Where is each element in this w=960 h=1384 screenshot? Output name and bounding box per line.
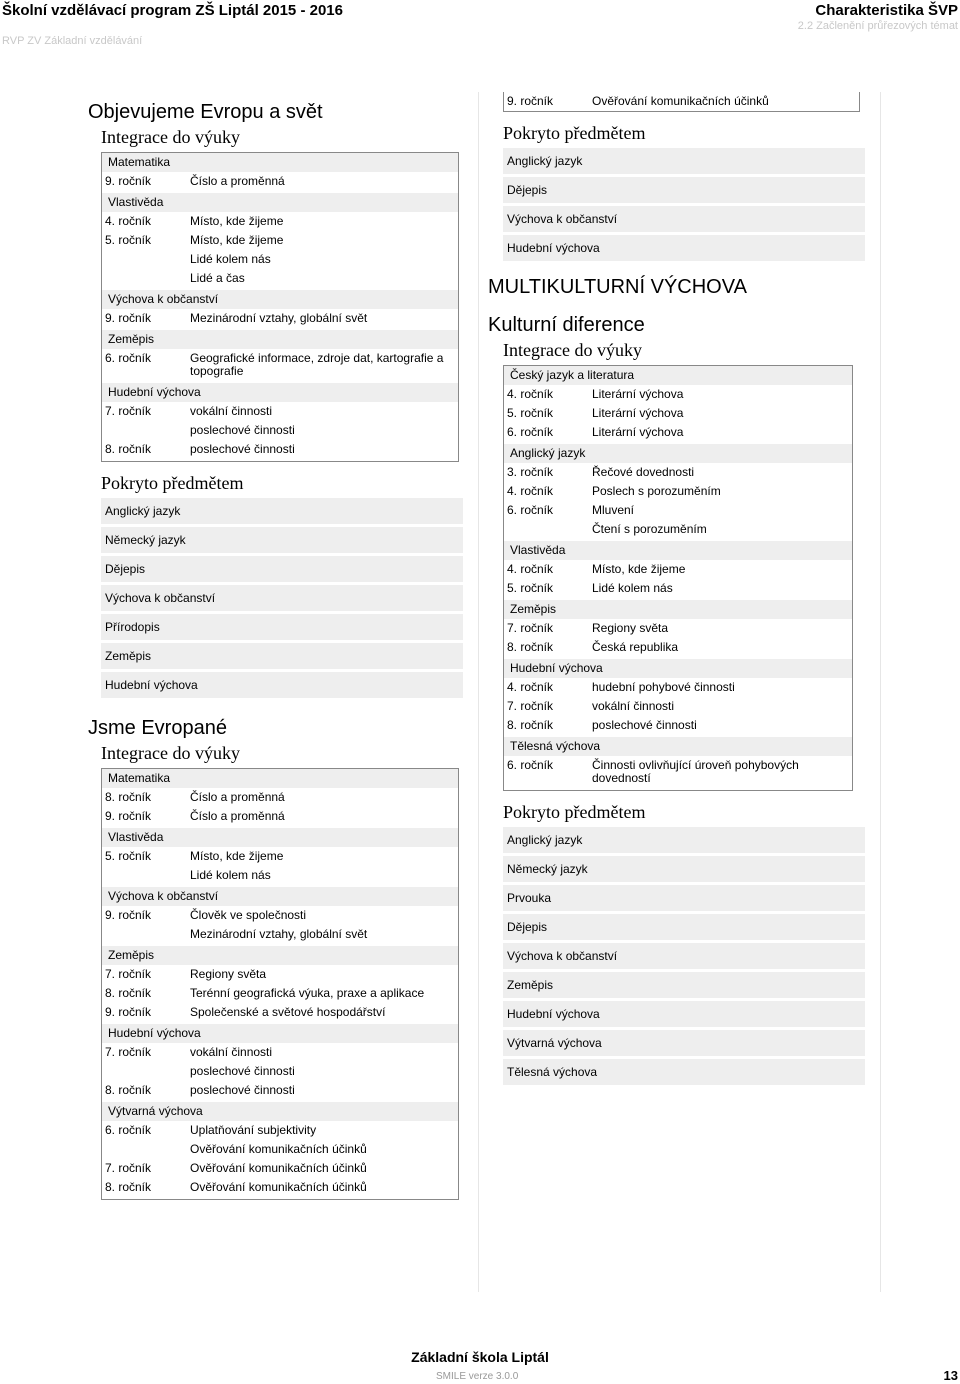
topic-cell: Uplatňování subjektivity bbox=[190, 1123, 317, 1137]
integration-heading: Integrace do výuky bbox=[503, 340, 642, 360]
table-row bbox=[102, 788, 458, 807]
table-row bbox=[102, 965, 458, 984]
grade-cell: 4. ročník bbox=[507, 562, 554, 576]
grade-cell: 9. ročník bbox=[105, 908, 152, 922]
topic-cell: Mezinárodní vztahy, globální svět bbox=[190, 311, 368, 325]
covered-subject: Německý jazyk bbox=[503, 856, 865, 882]
topic-heading: MULTIKULTURNÍ VÝCHOVA bbox=[488, 276, 747, 298]
subject-header: Vlastivěda bbox=[102, 193, 458, 212]
covered-subject: Německý jazyk bbox=[101, 527, 463, 553]
topic-cell: Geografické informace, zdroje dat, kartografie a topografie bbox=[190, 351, 444, 378]
topic-cell: Mezinárodní vztahy, globální svět bbox=[190, 927, 368, 941]
grade-cell: 5. ročník bbox=[105, 233, 152, 247]
table-row bbox=[102, 847, 458, 866]
topic-cell: poslechové činnosti bbox=[190, 1083, 295, 1097]
topic-cell: Ověřování komunikačních účinků bbox=[190, 1180, 367, 1194]
grade-cell bbox=[102, 866, 190, 885]
theme-heading: Jsme Evropané bbox=[88, 717, 227, 739]
table-row bbox=[504, 482, 852, 501]
topic-cell: Lidé a čas bbox=[190, 271, 245, 285]
table-row bbox=[102, 1003, 458, 1022]
table-row bbox=[504, 520, 852, 539]
table-row bbox=[102, 1140, 458, 1159]
grade-cell: 5. ročník bbox=[507, 406, 554, 420]
topic-cell: Lidé kolem nás bbox=[190, 252, 271, 266]
grade-cell: 5. ročník bbox=[105, 849, 152, 863]
theme-heading: Kulturní diference bbox=[488, 314, 645, 336]
covered-subject: Výchova k občanství bbox=[503, 206, 865, 232]
topic-cell: Terénní geografická výuka, praxe a aplikace bbox=[190, 986, 425, 1000]
grade-cell bbox=[102, 421, 190, 440]
grade-cell: 7. ročník bbox=[507, 699, 554, 713]
grade-cell bbox=[102, 925, 190, 944]
topic-cell: Společenské a světové hospodářství bbox=[190, 1005, 386, 1019]
table-row bbox=[504, 619, 852, 638]
topic-cell: Ověřování komunikačních účinků bbox=[592, 94, 769, 108]
subject-header: Matematika bbox=[102, 153, 458, 172]
subject-header: Vlastivěda bbox=[504, 541, 852, 560]
topic-cell: Literární výchova bbox=[592, 406, 684, 420]
covered-list bbox=[488, 827, 873, 1085]
grade-cell: 4. ročník bbox=[507, 680, 554, 694]
table-row bbox=[504, 638, 852, 657]
covered-subject: Dějepis bbox=[503, 177, 865, 203]
table-row bbox=[504, 92, 859, 111]
grade-cell: 6. ročník bbox=[105, 1123, 152, 1137]
grade-cell: 7. ročník bbox=[105, 967, 152, 981]
grade-cell: 8. ročník bbox=[105, 1083, 152, 1097]
table-row bbox=[102, 1178, 458, 1197]
grade-cell bbox=[102, 1140, 190, 1159]
left-column bbox=[88, 92, 468, 1200]
topic-cell: Místo, kde žijeme bbox=[190, 849, 284, 863]
grade-cell: 8. ročník bbox=[105, 1180, 152, 1194]
table-row bbox=[102, 906, 458, 925]
grade-cell: 4. ročník bbox=[507, 484, 554, 498]
table-row bbox=[504, 463, 852, 482]
topic-cell: Řečové dovednosti bbox=[592, 465, 695, 479]
topic-cell: Ověřování komunikačních účinků bbox=[190, 1161, 367, 1175]
table-row bbox=[102, 1121, 458, 1140]
grade-cell: 9. ročník bbox=[507, 94, 554, 108]
topic-cell: Číslo a proměnná bbox=[190, 174, 285, 188]
topic-cell: Místo, kde žijeme bbox=[190, 233, 284, 247]
grade-cell bbox=[102, 250, 190, 269]
table-row bbox=[102, 866, 458, 885]
covered-subject: Tělesná výchova bbox=[503, 1059, 865, 1085]
section-title: Charakteristika ŠVP bbox=[815, 2, 958, 19]
table-row bbox=[504, 385, 852, 404]
table-row bbox=[102, 172, 458, 191]
grade-cell: 4. ročník bbox=[105, 214, 152, 228]
topic-cell: Regiony světa bbox=[592, 621, 669, 635]
table-row bbox=[102, 984, 458, 1003]
section-subtitle: 2.2 Začlenění průřezových témat bbox=[797, 20, 958, 32]
topic-cell: Místo, kde žijeme bbox=[190, 214, 284, 228]
covered-subject: Přírodopis bbox=[101, 614, 463, 640]
topic-cell: Literární výchova bbox=[592, 425, 684, 439]
integration-table bbox=[101, 152, 459, 462]
table-row bbox=[504, 404, 852, 423]
covered-subject: Anglický jazyk bbox=[101, 498, 463, 524]
table-row bbox=[504, 697, 852, 716]
grade-cell: 8. ročník bbox=[105, 442, 152, 456]
subject-header: Výchova k občanství bbox=[102, 887, 458, 906]
covered-heading: Pokryto předmětem bbox=[503, 802, 646, 822]
subject-header: Anglický jazyk bbox=[504, 444, 852, 463]
table-row bbox=[102, 440, 458, 459]
table-row bbox=[102, 1159, 458, 1178]
topic-cell: Lidé kolem nás bbox=[592, 581, 673, 595]
grade-cell: 9. ročník bbox=[105, 311, 152, 325]
table-row bbox=[102, 1081, 458, 1100]
grade-cell bbox=[504, 520, 592, 539]
table-row bbox=[102, 250, 458, 269]
grade-cell bbox=[102, 1062, 190, 1081]
topic-cell: Čtení s porozuměním bbox=[592, 522, 707, 536]
covered-heading: Pokryto předmětem bbox=[101, 473, 244, 493]
topic-cell: poslechové činnosti bbox=[190, 423, 295, 437]
topic-cell: Česká republika bbox=[592, 640, 679, 654]
document-subtitle: RVP ZV Základní vzdělávání bbox=[2, 35, 143, 47]
integration-table bbox=[503, 365, 853, 791]
integration-heading: Integrace do výuky bbox=[101, 127, 240, 147]
grade-cell: 7. ročník bbox=[105, 1045, 152, 1059]
subject-header: Zeměpis bbox=[102, 330, 458, 349]
covered-subject: Výchova k občanství bbox=[503, 943, 865, 969]
table-row bbox=[102, 231, 458, 250]
subject-header: Výtvarná výchova bbox=[102, 1102, 458, 1121]
covered-subject: Anglický jazyk bbox=[503, 148, 865, 174]
topic-cell: vokální činnosti bbox=[592, 699, 675, 713]
grade-cell bbox=[102, 269, 190, 288]
theme-heading: Objevujeme Evropu a svět bbox=[88, 101, 323, 123]
covered-subject: Hudební výchova bbox=[503, 235, 865, 261]
topic-cell: Místo, kde žijeme bbox=[592, 562, 686, 576]
table-row bbox=[102, 402, 458, 421]
covered-heading: Pokryto předmětem bbox=[503, 123, 646, 143]
topic-cell: poslechové činnosti bbox=[592, 718, 697, 732]
topic-cell: Mluvení bbox=[592, 503, 635, 517]
table-row bbox=[102, 421, 458, 440]
topic-cell: Člověk ve společnosti bbox=[190, 908, 307, 922]
grade-cell: 7. ročník bbox=[105, 404, 152, 418]
topic-cell: Číslo a proměnná bbox=[190, 809, 285, 823]
subject-header: Výchova k občanství bbox=[102, 290, 458, 309]
subject-header: Český jazyk a literatura bbox=[504, 366, 852, 385]
integration-heading: Integrace do výuky bbox=[101, 743, 240, 763]
table-row bbox=[504, 678, 852, 697]
grade-cell: 3. ročník bbox=[507, 465, 554, 479]
topic-cell: Lidé kolem nás bbox=[190, 868, 271, 882]
table-row bbox=[102, 309, 458, 328]
grade-cell: 5. ročník bbox=[507, 581, 554, 595]
topic-cell: Regiony světa bbox=[190, 967, 267, 981]
covered-list bbox=[88, 498, 468, 698]
covered-list bbox=[488, 148, 873, 261]
table-row bbox=[504, 560, 852, 579]
subject-header: Zeměpis bbox=[102, 946, 458, 965]
subject-header: Hudební výchova bbox=[102, 383, 458, 402]
subject-header: Tělesná výchova bbox=[504, 737, 852, 756]
table-row bbox=[102, 925, 458, 944]
subject-header: Hudební výchova bbox=[102, 1024, 458, 1043]
topic-cell: poslechové činnosti bbox=[190, 442, 295, 456]
topic-cell: poslechové činnosti bbox=[190, 1064, 295, 1078]
covered-subject: Dějepis bbox=[101, 556, 463, 582]
table-row bbox=[504, 716, 852, 735]
covered-subject: Výtvarná výchova bbox=[503, 1030, 865, 1056]
topic-cell: hudební pohybové činnosti bbox=[592, 680, 735, 694]
grade-cell: 6. ročník bbox=[507, 758, 554, 772]
table-row bbox=[102, 807, 458, 826]
integration-table-continued bbox=[503, 92, 860, 112]
page-number: 13 bbox=[943, 1368, 958, 1383]
topic-cell: vokální činnosti bbox=[190, 404, 273, 418]
integration-table bbox=[101, 768, 459, 1200]
grade-cell: 6. ročník bbox=[507, 503, 554, 517]
grade-cell: 6. ročník bbox=[507, 425, 554, 439]
table-row bbox=[504, 579, 852, 598]
column-divider bbox=[880, 92, 881, 1292]
covered-subject: Hudební výchova bbox=[503, 1001, 865, 1027]
grade-cell: 8. ročník bbox=[105, 790, 152, 804]
covered-subject: Výchova k občanství bbox=[101, 585, 463, 611]
covered-subject: Dějepis bbox=[503, 914, 865, 940]
table-row bbox=[102, 349, 458, 381]
covered-subject: Prvouka bbox=[503, 885, 865, 911]
grade-cell: 7. ročník bbox=[105, 1161, 152, 1175]
covered-subject: Zeměpis bbox=[101, 643, 463, 669]
grade-cell: 9. ročník bbox=[105, 174, 152, 188]
footer-version: SMILE verze 3.0.0 bbox=[436, 1371, 519, 1382]
grade-cell: 8. ročník bbox=[507, 718, 554, 732]
table-row bbox=[504, 501, 852, 520]
grade-cell: 9. ročník bbox=[105, 1005, 152, 1019]
grade-cell: 8. ročník bbox=[105, 986, 152, 1000]
topic-cell: Ověřování komunikačních účinků bbox=[190, 1142, 367, 1156]
topic-cell: vokální činnosti bbox=[190, 1045, 273, 1059]
table-row bbox=[102, 212, 458, 231]
covered-subject: Anglický jazyk bbox=[503, 827, 865, 853]
grade-cell: 8. ročník bbox=[507, 640, 554, 654]
grade-cell: 9. ročník bbox=[105, 809, 152, 823]
topic-cell: Poslech s porozuměním bbox=[592, 484, 721, 498]
topic-cell: Činnosti ovlivňující úroveň pohybových dovedností bbox=[592, 758, 799, 785]
table-row bbox=[504, 423, 852, 442]
subject-header: Hudební výchova bbox=[504, 659, 852, 678]
topic-cell: Číslo a proměnná bbox=[190, 790, 285, 804]
subject-header: Vlastivěda bbox=[102, 828, 458, 847]
covered-subject: Zeměpis bbox=[503, 972, 865, 998]
table-row bbox=[102, 1062, 458, 1081]
topic-cell: Literární výchova bbox=[592, 387, 684, 401]
table-row bbox=[504, 756, 852, 788]
subject-header: Matematika bbox=[102, 769, 458, 788]
right-column bbox=[488, 92, 873, 1085]
grade-cell: 6. ročník bbox=[105, 351, 152, 365]
footer-school-name: Základní škola Liptál bbox=[411, 1349, 549, 1365]
subject-header: Zeměpis bbox=[504, 600, 852, 619]
grade-cell: 4. ročník bbox=[507, 387, 554, 401]
column-divider bbox=[478, 92, 479, 1292]
covered-subject: Hudební výchova bbox=[101, 672, 463, 698]
table-row bbox=[102, 269, 458, 288]
document-title: Školní vzdělávací program ZŠ Liptál 2015 - 2016 bbox=[2, 2, 343, 19]
table-row bbox=[102, 1043, 458, 1062]
grade-cell: 7. ročník bbox=[507, 621, 554, 635]
